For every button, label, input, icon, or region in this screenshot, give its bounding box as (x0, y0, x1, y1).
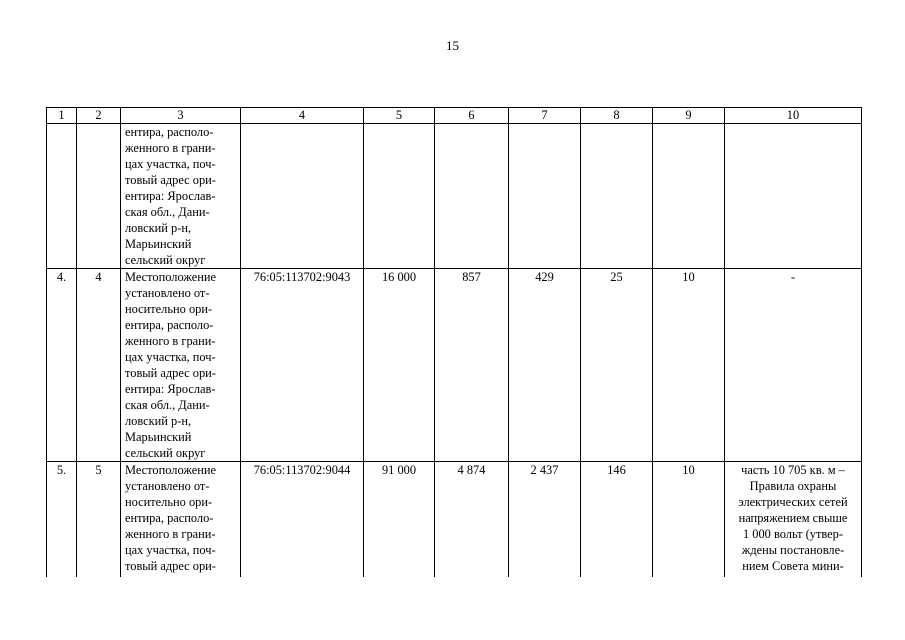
value-cell: 146 (581, 462, 653, 577)
column-header: 7 (509, 108, 581, 124)
location-description-cell: Местоположение установлено от- носительно ори- ентира, располо- женного в грани- цах участка, поч- товый адрес ори- (121, 462, 241, 577)
page-number: 15 (446, 38, 459, 53)
cadastral-number-cell: 76:05:113702:9043 (241, 269, 364, 462)
value-cell: 25 (581, 269, 653, 462)
plot-number-cell: 5 (77, 462, 121, 577)
encumbrance-cell: - (725, 269, 862, 462)
encumbrance-cell: часть 10 705 кв. м – Правила охраны электрических сетей напряжением свыше 1 000 вольт (утвер- ждены постановле- нием Совета мини- (725, 462, 862, 577)
location-description-cell: Местоположение установлено от- носительно ори- ентира, располо- женного в грани- цах участка, поч- товый адрес ори- ентира: Ярослав- ская обл., Дани- ловский р-н, Марьинский сельский округ (121, 269, 241, 462)
cadastral-number-cell (241, 124, 364, 269)
table-row (47, 124, 862, 269)
column-header: 1 (47, 108, 77, 124)
column-header: 8 (581, 108, 653, 124)
value-cell: 429 (509, 269, 581, 462)
value-cell: 16 000 (364, 269, 435, 462)
column-header: 3 (121, 108, 241, 124)
encumbrance-cell (725, 124, 862, 269)
column-header: 2 (77, 108, 121, 124)
column-header: 6 (435, 108, 509, 124)
column-header: 10 (725, 108, 862, 124)
column-header: 9 (653, 108, 725, 124)
value-cell: 10 (653, 462, 725, 577)
column-header: 5 (364, 108, 435, 124)
table-row (47, 269, 862, 462)
value-cell (364, 124, 435, 269)
land-plots-table (46, 107, 862, 577)
row-number-cell: 4. (47, 269, 77, 462)
table-row (47, 462, 862, 577)
cadastral-number-cell: 76:05:113702:9044 (241, 462, 364, 577)
column-header: 4 (241, 108, 364, 124)
value-cell: 91 000 (364, 462, 435, 577)
value-cell: 857 (435, 269, 509, 462)
value-cell (435, 124, 509, 269)
plot-number-cell (77, 124, 121, 269)
plot-number-cell: 4 (77, 269, 121, 462)
value-cell: 4 874 (435, 462, 509, 577)
value-cell: 2 437 (509, 462, 581, 577)
value-cell: 10 (653, 269, 725, 462)
value-cell (509, 124, 581, 269)
value-cell (653, 124, 725, 269)
row-number-cell: 5. (47, 462, 77, 577)
row-number-cell (47, 124, 77, 269)
location-description-cell: ентира, располо- женного в грани- цах участка, поч- товый адрес ори- ентира: Ярослав- ская обл., Дани- ловский р-н, Марьинский сельский округ (121, 124, 241, 269)
value-cell (581, 124, 653, 269)
column-number-row (47, 108, 862, 124)
